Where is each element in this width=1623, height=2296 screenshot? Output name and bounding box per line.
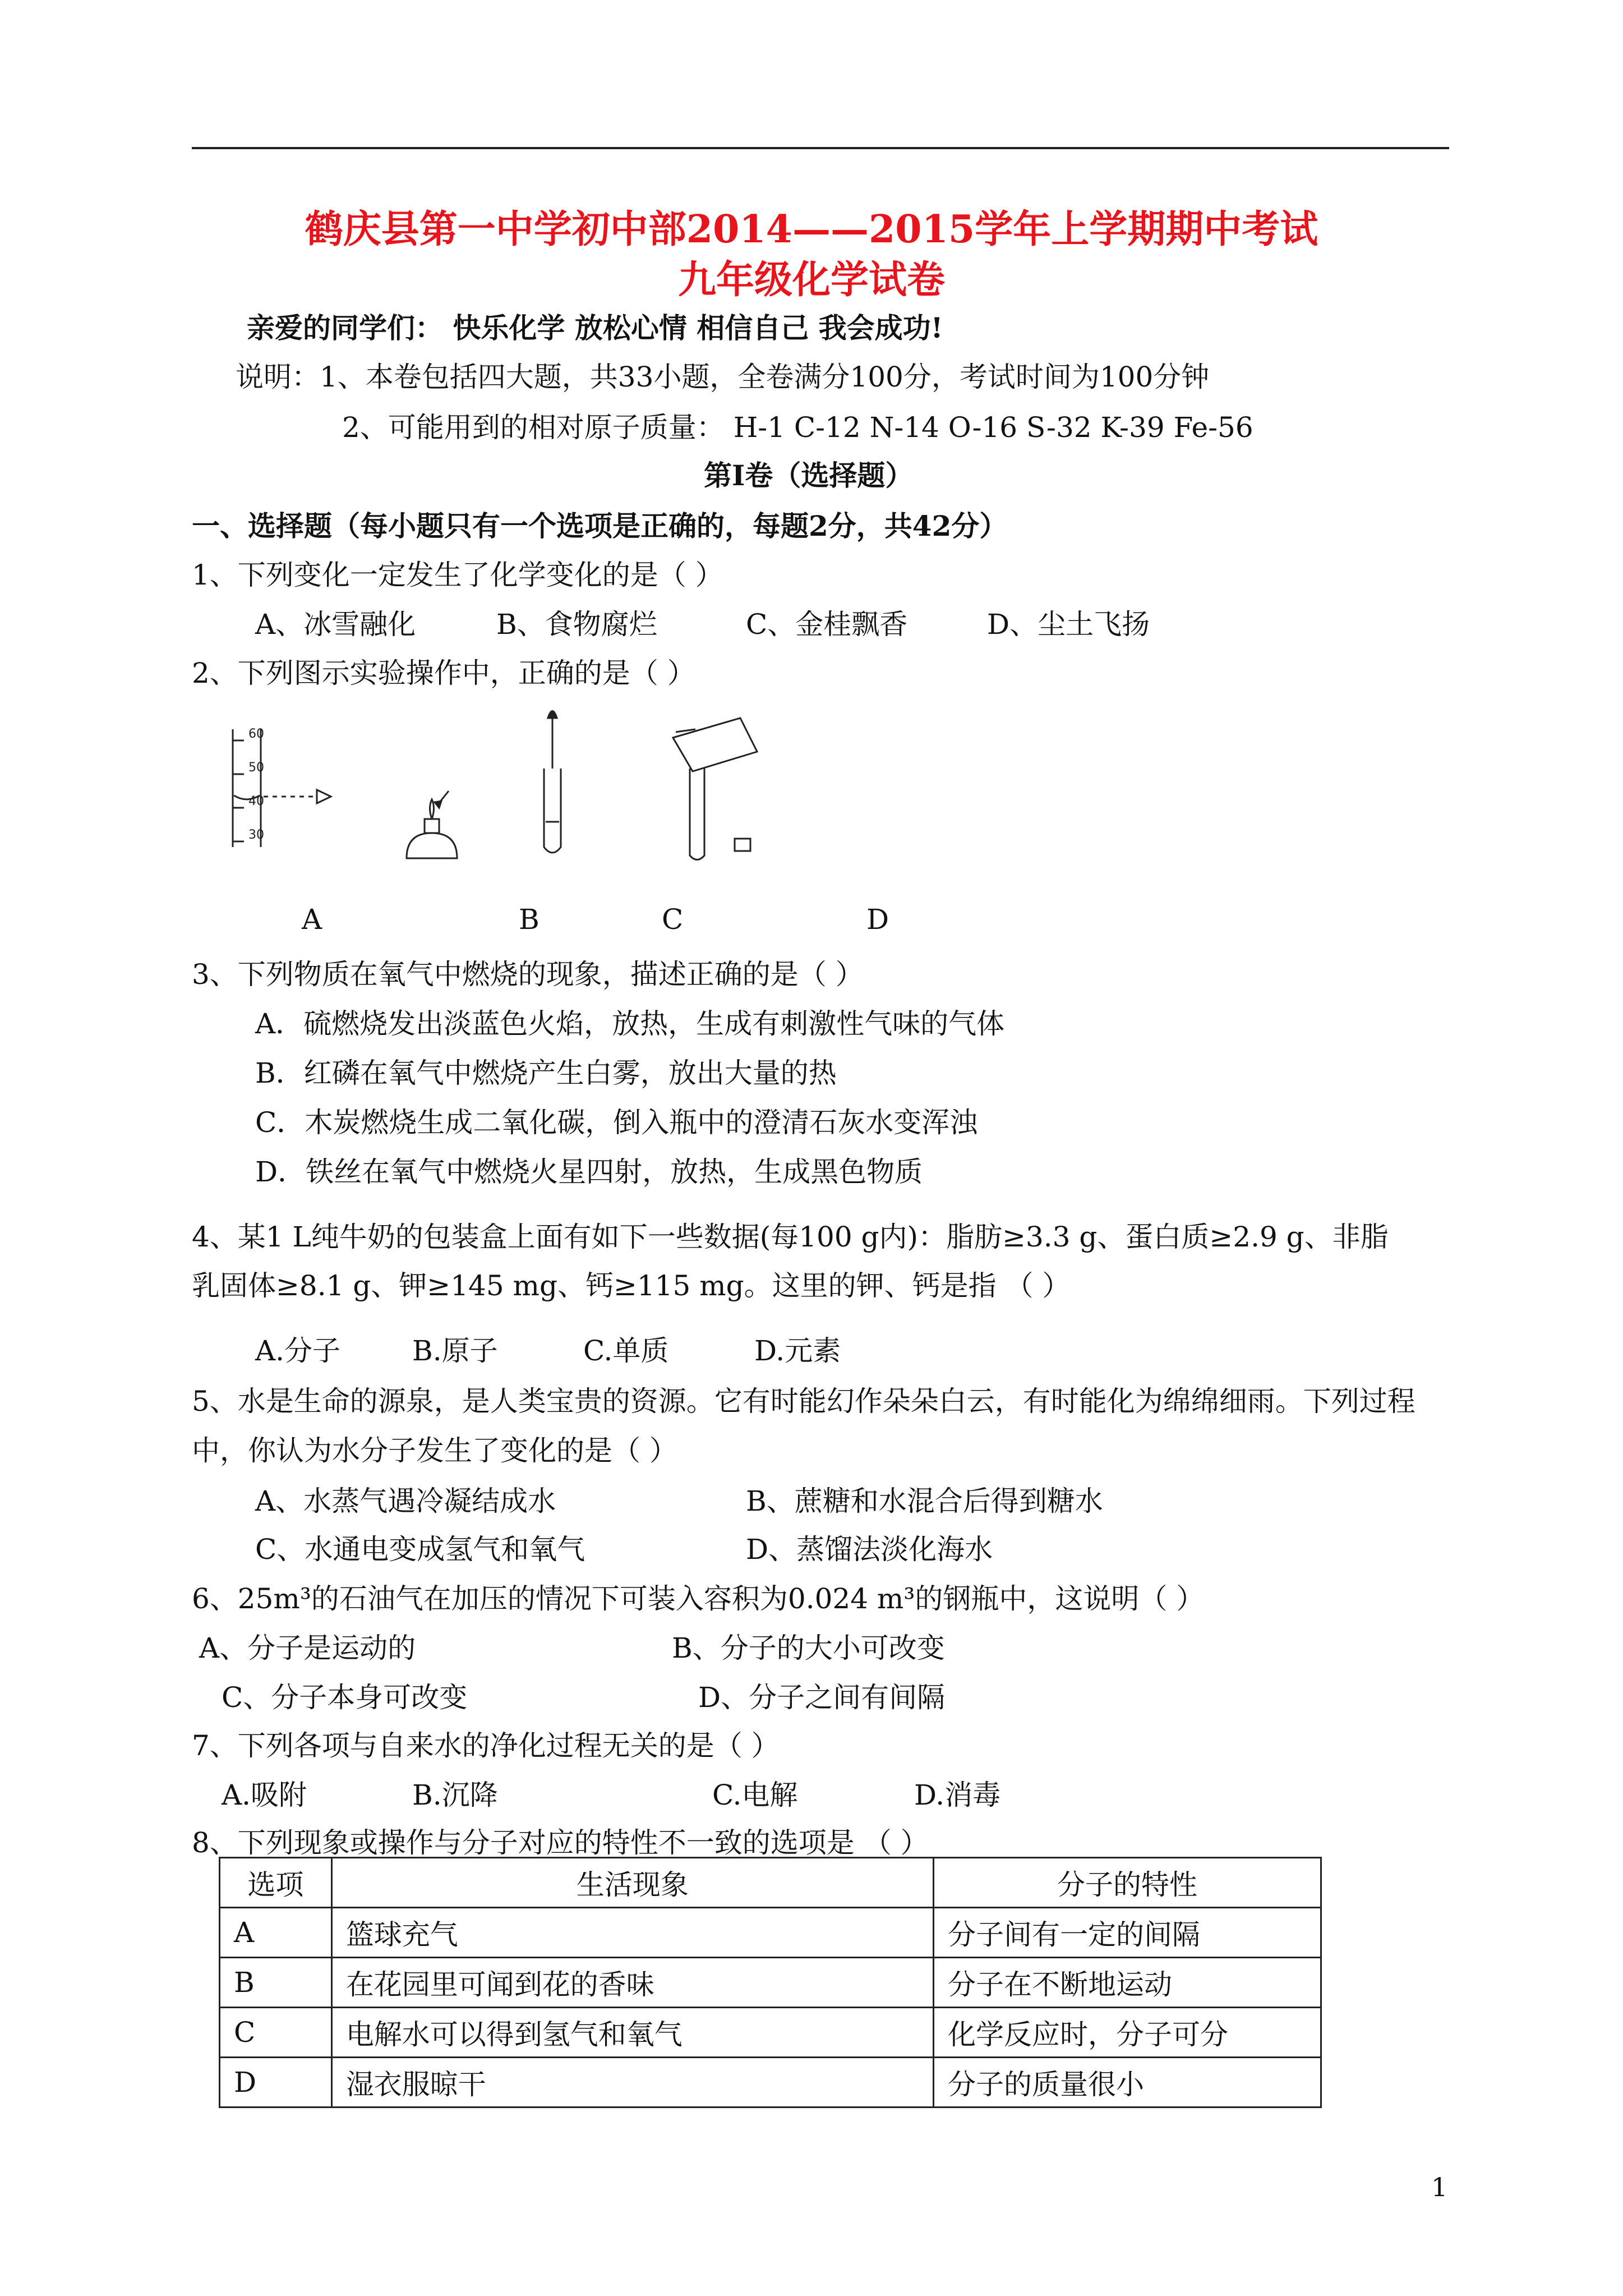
q2-label-a: A (302, 903, 322, 936)
q7-option-b: B.沉降 (412, 1779, 498, 1811)
q3-option-c: C．木炭燃烧生成二氧化碳，倒入瓶中的澄清石灰水变浑浊 (255, 1106, 978, 1139)
q2-label-b: B (519, 903, 540, 936)
scale-tick-30: 30 (248, 828, 264, 842)
table-cell: 电解水可以得到氢气和氧气 (331, 2008, 933, 2058)
q6-option-c: C、分子本身可改变 (222, 1681, 468, 1714)
question-5-stem-line2: 中，你认为水分子发生了变化的是（ ） (192, 1434, 677, 1467)
q4-option-d: D.元素 (754, 1335, 841, 1367)
q5-option-a: A、水蒸气遇冷凝结成水 (255, 1485, 556, 1517)
scale-tick-40: 40 (248, 794, 264, 808)
table-header-cell: 选项 (220, 1858, 332, 1908)
note-2: 2、可能用到的相对原子质量： H-1 C-12 N-14 O-16 S-32 K-39 Fe-56 (342, 411, 1253, 444)
scale-tick-60: 60 (248, 727, 264, 741)
volume-title: 第Ⅰ卷（选择题） (704, 459, 914, 492)
table-row (220, 2008, 1321, 2058)
figure-b-alcohol-lamp (407, 791, 457, 858)
q1-option-a: A、冰雪融化 (255, 608, 416, 641)
figure-a-cylinder (233, 729, 331, 847)
table-cell: 分子的质量很小 (934, 2058, 1321, 2108)
part-title: 一、选择题（每小题只有一个选项是正确的，每题2分，共42分） (192, 509, 1008, 542)
page-number: 1 (1431, 2172, 1448, 2202)
table-row (220, 1958, 1321, 2008)
table-cell: 在花园里可闻到花的香味 (331, 1958, 933, 2008)
q5-option-b: B、蔗糖和水混合后得到糖水 (746, 1485, 1103, 1517)
q3-option-b: B．红磷在氧气中燃烧产生白雾，放出大量的热 (255, 1057, 837, 1089)
q3-option-d: D．铁丝在氧气中燃烧火星四射，放热，生成黑色物质 (255, 1156, 923, 1188)
question-5-stem-line1: 5、水是生命的源泉，是人类宝贵的资源。它有时能幻作朵朵白云，有时能化为绵绵细雨。下列过程 (192, 1385, 1415, 1418)
question-4-stem-line1: 4、某1 L纯牛奶的包装盒上面有如下一些数据(每100 g内)：脂肪≥3.3 g、蛋白质≥2.9 g、非脂 (192, 1221, 1389, 1253)
table-cell: 分子间有一定的间隔 (934, 1908, 1321, 1958)
q1-option-b: B、食物腐烂 (496, 608, 657, 641)
table-row (220, 2058, 1321, 2108)
q6-option-b: B、分子的大小可改变 (672, 1632, 945, 1664)
table-row (220, 1908, 1321, 1958)
question-4-stem-line2: 乳固体≥8.1 g、钾≥145 mg、钙≥115 mg。这里的钾、钙是指 （ ） (192, 1269, 1071, 1302)
question-2-stem: 2、下列图示实验操作中，正确的是（ ） (192, 657, 695, 689)
q4-option-c: C.单质 (583, 1335, 669, 1367)
greeting: 亲爱的同学们： 快乐化学 放松心情 相信自己 我会成功! (247, 311, 943, 344)
question-8-stem: 8、下列现象或操作与分子对应的特性不一致的选项是 （ ） (192, 1826, 929, 1859)
figure-d-pouring (673, 718, 757, 860)
q6-option-d: D、分子之间有间隔 (698, 1681, 946, 1714)
table-cell: 化学反应时，分子可分 (934, 2008, 1321, 2058)
q5-option-c: C、水通电变成氢气和氧气 (255, 1533, 585, 1566)
question-7-stem: 7、下列各项与自来水的净化过程无关的是（ ） (192, 1729, 780, 1762)
question-1-stem: 1、下列变化一定发生了化学变化的是（ ） (192, 559, 723, 591)
table-header-row (220, 1858, 1321, 1908)
question-6-stem: 6、25m³的石油气在加压的情况下可装入容积为0.024 m³的钢瓶中，这说明（ ） (192, 1582, 1205, 1615)
q2-label-c: C (662, 903, 684, 936)
q4-option-b: B.原子 (412, 1335, 498, 1367)
q7-option-c: C.电解 (712, 1779, 798, 1811)
q5-option-d: D、蒸馏法淡化海水 (746, 1533, 993, 1566)
q3-option-a: A．硫燃烧发出淡蓝色火焰，放热，生成有刺激性气味的气体 (255, 1007, 1005, 1040)
table-cell: 湿衣服晾干 (331, 2058, 933, 2108)
question-3-stem: 3、下列物质在氧气中燃烧的现象，描述正确的是（ ） (192, 958, 864, 991)
table-header-cell: 生活现象 (331, 1858, 933, 1908)
q1-option-c: C、金桂飘香 (746, 608, 908, 641)
table-cell: C (220, 2008, 332, 2058)
top-rule (192, 147, 1449, 149)
q2-label-d: D (866, 903, 889, 936)
note-1: 说明：1、本卷包括四大题，共33小题，全卷满分100分，考试时间为100分钟 (236, 361, 1210, 393)
table-cell: B (220, 1958, 332, 2008)
q7-option-a: A.吸附 (222, 1779, 307, 1811)
table-cell: D (220, 2058, 332, 2108)
q1-option-d: D、尘土飞扬 (987, 608, 1150, 641)
table-cell: 分子在不断地运动 (934, 1958, 1321, 2008)
scale-tick-50: 50 (248, 761, 264, 775)
exam-title: 鹤庆县第一中学初中部2014——2015学年上学期期中考试 (305, 207, 1318, 252)
table-header-cell: 分子的特性 (934, 1858, 1321, 1908)
q7-option-d: D.消毒 (914, 1779, 1001, 1811)
q6-option-a: A、分子是运动的 (199, 1632, 416, 1664)
experiment-figures (222, 707, 827, 875)
figure-c-test-tube-dropper (544, 711, 561, 853)
q8-options-table (219, 1857, 1322, 2108)
table-cell: A (220, 1908, 332, 1958)
exam-subtitle: 九年级化学试卷 (677, 257, 945, 302)
table-cell: 篮球充气 (331, 1908, 933, 1958)
q4-option-a: A.分子 (255, 1335, 341, 1367)
